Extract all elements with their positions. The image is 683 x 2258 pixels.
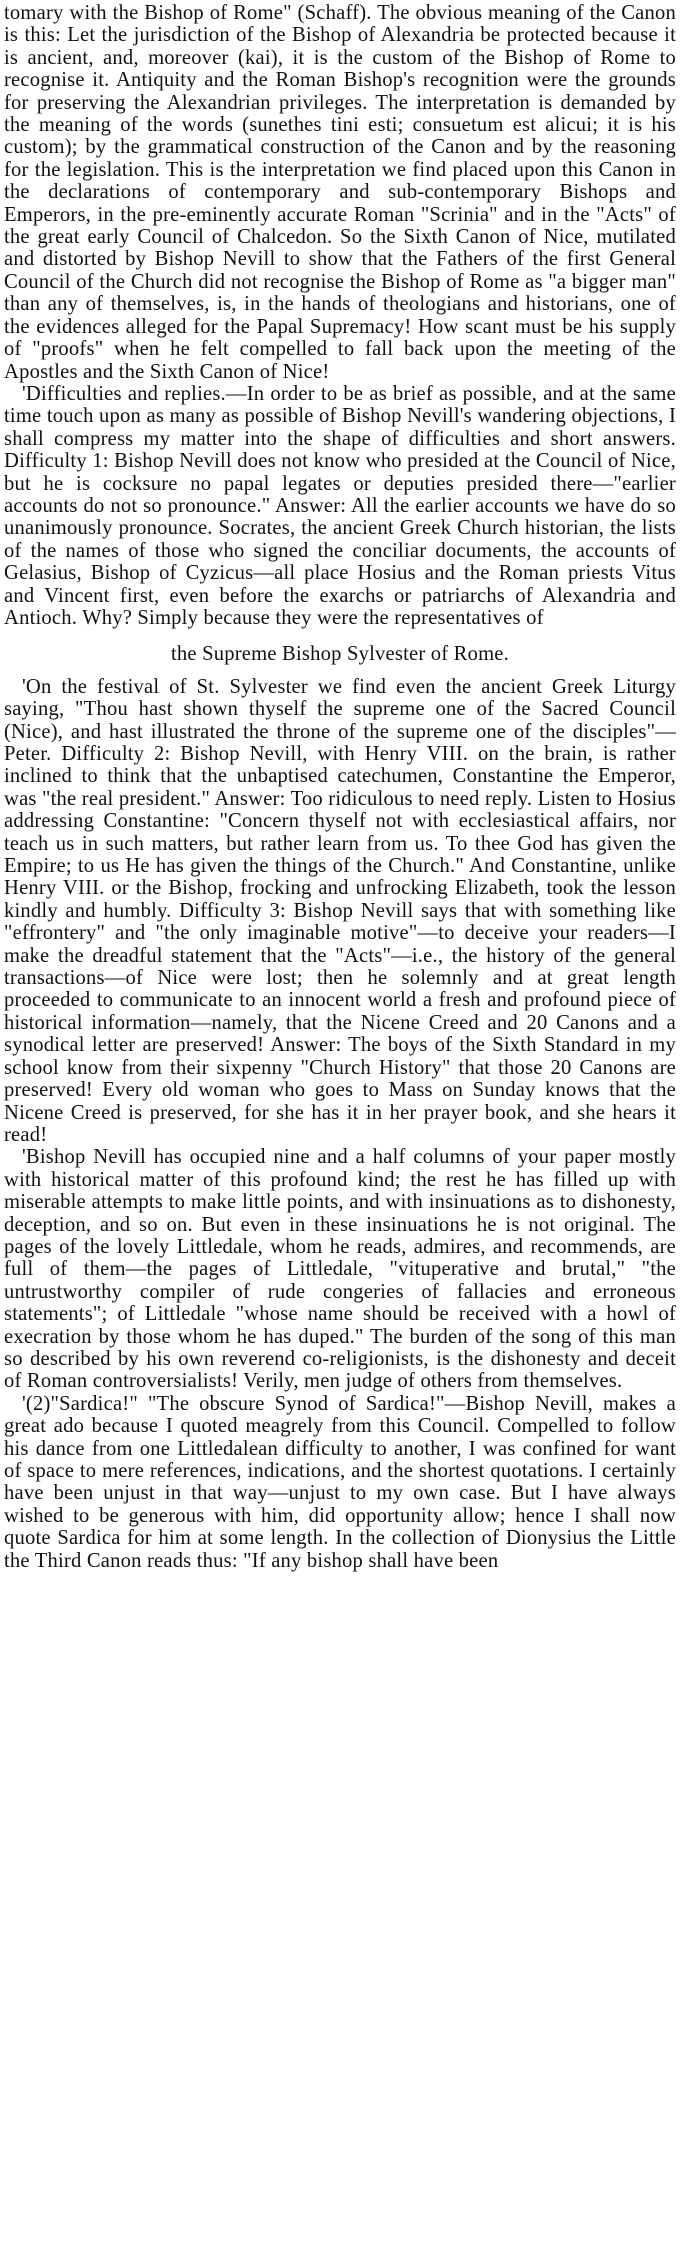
paragraph-sardica: '(2)"Sardica!" "The obscure Synod of Sardica!"—Bishop Nevill, makes a great ado because I quoted meagrely from this Council. Compelled to follow his dance from one Littledalean difficulty to another, I was confined for want of space to mere references, indications, and the shortest quotations. I certainly have been unjust in that way—unjust to my own case. But I have always wished to be generous with him, did opportunity allow; hence I shall now quote Sardica for him at some length. In the collection of Dionysius the Little the Third Canon reads thus: "If any bishop shall have been <box>4 1392 676 1572</box>
paragraph-sylvester: 'On the festival of St. Sylvester we find even the ancient Greek Liturgy saying, "Thou hast shown thyself the supreme one of the Sacred Council (Nice), and hast illustrated the throne of the supreme one of the disciples"—Peter. Difficulty 2: Bishop Nevill, with Henry VIII. on the brain, is rather inclined to think that the unbaptised catechumen, Constantine the Emperor, was "the real president." Answer: Too ridiculous to need reply. Listen to Hosius addressing Constantine: "Concern thyself not with ecclesiastical affairs, nor teach us in such matters, but rather learn from us. To thee God has given the Empire; to us He has given the things of the Church." And Constantine, unlike Henry VIII. or the Bishop, frocking and unfrocking Elizabeth, took the lesson kindly and humbly. Difficulty 3: Bishop Nevill says that with something like "effrontery" and "the only imaginable motive"—to deceive your readers—I make the dreadful statement that the "Acts"—i.e., the history of the general transactions—of Nice were lost; then he solemnly and at great length proceeded to communicate to an innocent world a fresh and profound piece of historical information—namely, that the Nicene Creed and 20 Canons and a synodical letter are preserved! Answer: The boys of the Sixth Standard in my school know from their sixpenny "Church History" that those 20 Canons are preserved! Every old woman who goes to Mass on Sunday knows that the Nicene Creed is preserved, for she has it in her prayer book, and she hears it read! <box>4 675 676 1146</box>
paragraph-sixth-canon: tomary with the Bishop of Rome" (Schaff). The obvious meaning of the Canon is this: Let the jurisdiction of the Bishop of Alexandria be protected because it is ancient, and, moreover (kai), it is the custom of the Bishop of Rome to recognise it. Antiquity and the Roman Bishop's recognition were the grounds for preserving the Alexandrian privileges. The interpretation is demanded by the meaning of the words (sunethes tini esti; consuetum est alicui; it is his custom); by the grammatical construction of the Canon and by the reasoning for the legislation. This is the interpretation we find placed upon this Canon in the declarations of contemporary and sub-contemporary Bishops and Emperors, in the pre-eminently accurate Roman "Scrinia" and in the "Acts" of the great early Council of Chalcedon. So the Sixth Canon of Nice, mutilated and distorted by Bishop Nevill to show that the Fathers of the first General Council of the Church did not recognise the Bishop of Rome as "a bigger man" than any of themselves, is, in the hands of theologians and historians, one of the evidences alleged for the Papal Supremacy! How scant must be his supply of "proofs" when he felt compelled to fall back upon the meeting of the Apostles and the Sixth Canon of Nice! <box>4 2 676 383</box>
paragraph-difficulties: 'Difficulties and replies.—In order to be as brief as possible, and at the same time touch upon as many as possible of Bishop Nevill's wandering objections, I shall compress my matter into the shape of difficulties and short answers. Difficulty 1: Bishop Nevill does not know who presided at the Council of Nice, but he is cocksure no papal legates or deputies presided there—"earlier accounts do not so pronounce." Answer: All the earlier accounts we have do so unanimously pronounce. Socrates, the ancient Greek Church historian, the lists of the names of those who signed the conciliar documents, the accounts of Gelasius, Bishop of Cyzicus—all place Hosius and the Roman priests Vitus and Vincent first, even before the exarchs or patriarchs of Alexandria and Antioch. Why? Simply because they were the representatives of <box>4 382 676 629</box>
section-heading: the Supreme Bishop Sylvester of Rome. <box>170 643 509 666</box>
paragraph-littledale: 'Bishop Nevill has occupied nine and a half columns of your paper mostly with historical matter of this profound kind; the rest he has filled up with miserable attempts to make little points, and with insinuations as to dishonesty, deception, and so on. But even in these insinuations he is not original. The pages of the lovely Littledale, whom he reads, admires, and recommends, are full of them—the pages of Littledale, "vituperative and brutal," "the untrustworthy compiler of rude congeries of fallacies and erroneous statements"; of Littledale "whose name should be received with a howl of execration by those whom he has duped." The burden of the song of this man so described by his own reverend co-religionists, is the dishonesty and deceit of Roman controversialists! Verily, men judge of others from themselves. <box>4 1146 676 1393</box>
article-column <box>4 2 676 1572</box>
